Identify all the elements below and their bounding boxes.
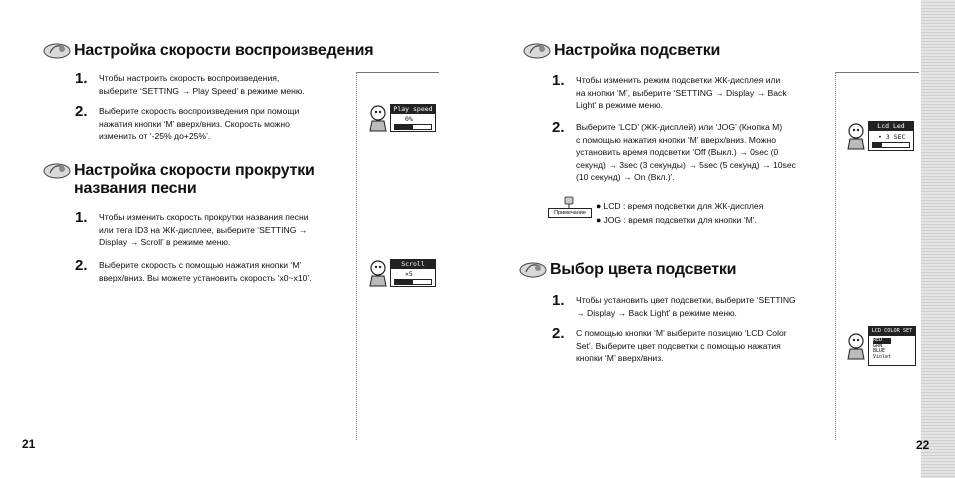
- player-character-icon: [367, 259, 389, 287]
- lcd-menu-item: GRN: [873, 342, 883, 349]
- lcd-title: LCD COLOR SET: [869, 327, 915, 336]
- lcd-screenshot-scroll: [367, 259, 436, 287]
- lcd-gauge: [394, 124, 432, 130]
- player-character-icon: [845, 122, 867, 150]
- lcd-menu-item: Violet: [873, 353, 892, 360]
- margin-rule: [356, 72, 439, 73]
- note-leaf-icon: [522, 39, 552, 61]
- step-number: 2.: [552, 325, 565, 342]
- step-1-backlight: [552, 74, 787, 112]
- page-edge-strip: [921, 0, 955, 478]
- player-character-icon: [367, 104, 389, 132]
- lcd-screen: [868, 326, 916, 366]
- section-title-backlight: [522, 42, 720, 61]
- step-number: 2.: [552, 119, 565, 136]
- lcd-title: Play speed: [391, 105, 435, 114]
- lcd-gauge: [394, 279, 432, 285]
- player-character-icon: [845, 332, 867, 360]
- step-number: 2.: [75, 257, 88, 274]
- note-line: ● JOG : время подсветки для кнопки ‘M’.: [596, 215, 758, 225]
- note-leaf-icon: [42, 39, 72, 61]
- step-text: Выберите скорость воспроизведения при помощи нажатия кнопки ‘M’ вверх/вниз. Скорость можно изменить от ‘-25% до+25%’.: [99, 106, 300, 142]
- lcd-screenshot-play-speed: [367, 104, 436, 132]
- section-title-text: Настройка скорости прокрутки: [74, 162, 315, 179]
- step-text: Чтобы изменить режим подсветки ЖК-дисплея или на кнопки ‘M’, выберите ‘SETTING → Display → Back Light’ в режиме меню.: [576, 75, 787, 111]
- lcd-title: Lcd Led: [869, 122, 913, 131]
- note-label: Примечание: [548, 208, 592, 218]
- note-leaf-icon: [518, 258, 548, 280]
- lcd-value: ×5: [405, 270, 413, 278]
- section-title-text: Настройка скорости воспроизведения: [74, 42, 374, 59]
- page-number-right: 22: [916, 438, 930, 452]
- step-number: 1.: [552, 292, 565, 309]
- step-text: С помощью кнопки ‘M’ выберите позицию ‘LCD Color Set’. Выберите цвет подсветки с помощью нажатия кнопки ‘M’ вверх/вниз.: [576, 328, 787, 364]
- step-1-scroll: [75, 211, 309, 249]
- lcd-gauge-fill: [395, 125, 413, 129]
- lcd-screen: [390, 104, 436, 132]
- step-number: 2.: [75, 103, 88, 120]
- step-2-scroll: [75, 259, 312, 284]
- step-1-color: [552, 294, 796, 319]
- step-1-playback: [75, 72, 305, 97]
- lcd-screenshot-backlight: [845, 121, 914, 151]
- section-title-text: Выбор цвета подсветки: [550, 261, 737, 278]
- note-text: [596, 199, 763, 227]
- lcd-value: 0%: [405, 115, 413, 123]
- step-2-playback: [75, 105, 299, 143]
- step-text: Чтобы настроить скорость воспроизведения, выберите ‘SETTING → Play Speed’ в режиме меню.: [99, 73, 305, 96]
- step-text: Выберите ‘LCD’ (ЖК-дисплей) или ‘JOG’ (Кнопка M) с помощью нажатия кнопки ‘M’ вверх/вниз. Можно установить время подсветки ‘Off (Выкл.) → 0sec (0 секунд) → 3sec (3 секунды) → 5sec (5 секунд) → 10sec (10 секунд) → On (Вкл.)’.: [576, 122, 796, 183]
- step-2-color: [552, 327, 787, 365]
- lcd-screen: [868, 121, 914, 151]
- lcd-title: Scroll: [391, 260, 435, 269]
- step-number: 1.: [552, 72, 565, 89]
- lcd-gauge-fill: [873, 143, 882, 147]
- lcd-menu: [873, 338, 891, 360]
- lcd-screenshot-color-set: [845, 326, 916, 366]
- step-text: Чтобы установить цвет подсветки, выберите ‘SETTING → Display → Back Light’ в режиме меню.: [576, 295, 796, 318]
- step-number: 1.: [75, 209, 88, 226]
- note-leaf-icon: [42, 159, 72, 181]
- note-line: ● LCD : время подсветки для ЖК-дисплея: [596, 201, 764, 211]
- lcd-gauge: [872, 142, 910, 148]
- section-title-text: Настройка подсветки: [554, 42, 721, 59]
- margin-rule: [835, 72, 919, 73]
- lcd-screen: [390, 259, 436, 287]
- section-title-playback-speed: [42, 42, 373, 61]
- section-title-text: названия песни: [74, 180, 197, 197]
- lcd-value: • 3 SEC: [878, 133, 906, 141]
- lcd-menu-item: BLUE: [873, 348, 886, 354]
- step-text: Выберите скорость с помощью нажатия кнопки ‘M’ вверх/вниз. Вы можете установить скорость ‘x0~x10’.: [99, 260, 312, 283]
- margin-dotted-line: [835, 72, 836, 440]
- lcd-menu-item: RED: [873, 338, 891, 344]
- margin-dotted-line: [356, 72, 357, 440]
- section-title-scroll-speed: [42, 162, 315, 198]
- lcd-gauge-fill: [395, 280, 413, 284]
- step-number: 1.: [75, 70, 88, 87]
- step-2-backlight: [552, 121, 796, 184]
- section-title-backlight-color: [518, 261, 736, 280]
- step-text: Чтобы изменить скорость прокрутки названия песни или тега ID3 на ЖК-дисплее, выберите ‘SETTING → Display → Scroll’ в режиме меню.: [99, 212, 309, 248]
- page-number-left: 21: [22, 437, 36, 451]
